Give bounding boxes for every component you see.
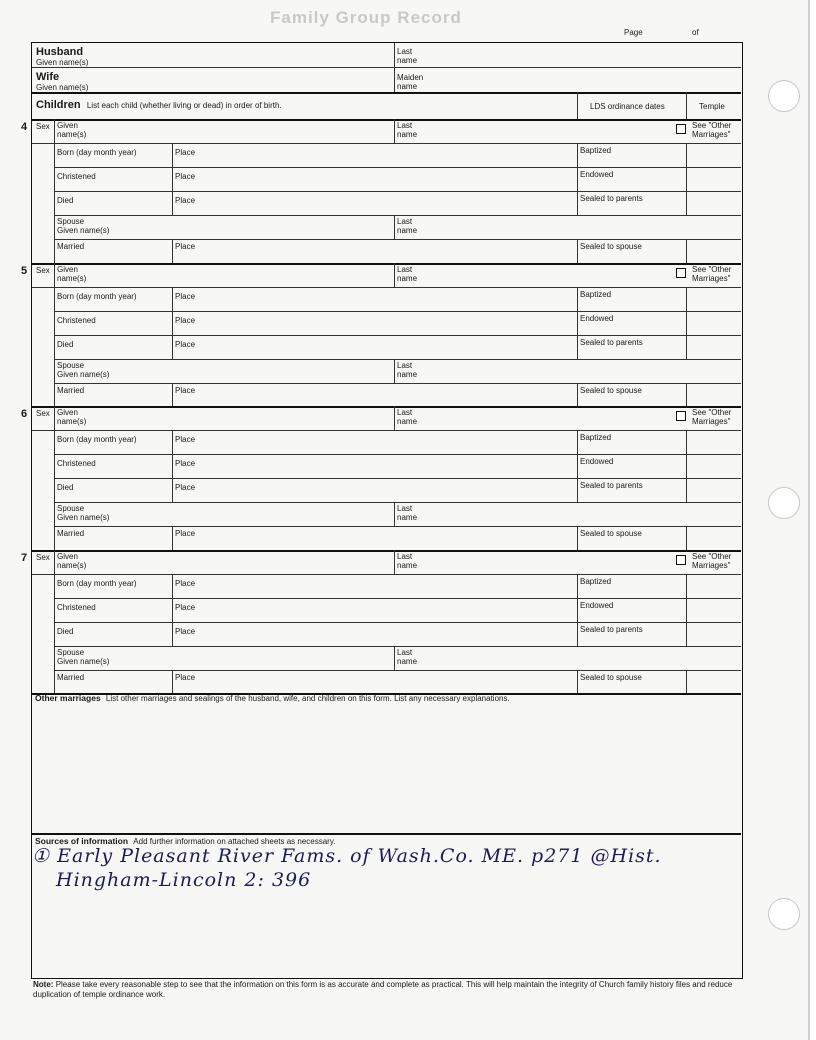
- child-name-label: name: [397, 417, 418, 426]
- child-names-label: name(s): [57, 273, 87, 283]
- born-label: Born (day month year): [57, 435, 137, 444]
- endowed-label: Endowed: [580, 170, 614, 179]
- marriages-label: Marriages": [692, 417, 731, 426]
- place-label: Place: [175, 172, 196, 181]
- married-place-label: Place: [175, 242, 196, 251]
- child-name-label: name: [397, 273, 418, 283]
- endowed-label: Endowed: [580, 457, 614, 466]
- spouse-last-label: Last: [397, 647, 413, 657]
- married-place-label: Place: [175, 385, 196, 395]
- child-number: 6: [21, 408, 28, 420]
- child-given-label: Given: [57, 264, 78, 274]
- child-last-label: Last: [397, 264, 413, 274]
- place-label: Place: [175, 339, 196, 349]
- note-title: Note:: [33, 980, 54, 989]
- sources-title: Sources of information: [35, 836, 129, 846]
- spouse-given-label: Given name(s): [57, 656, 110, 666]
- sex-label: Sex: [36, 265, 50, 275]
- note-text: Please take every reasonable step to see that the information on this form is as accurate and complete as practical. This will help maintain the integrity of Church family history files and reduce duplication of temple ordinance work.: [33, 980, 733, 999]
- baptized-label: Baptized: [580, 146, 612, 155]
- husband-label: Husband: [36, 46, 84, 58]
- spouse-label: Spouse: [57, 360, 85, 370]
- place-label: Place: [175, 315, 196, 325]
- see-other-label: See "Other: [692, 264, 732, 274]
- place-label: Place: [175, 148, 196, 157]
- endowed-label: Endowed: [580, 313, 614, 323]
- see-other-marriages-checkbox[interactable]: [676, 268, 686, 278]
- died-label: Died: [57, 483, 74, 492]
- died-label: Died: [57, 196, 74, 205]
- see-other-label: See "Other: [692, 121, 732, 130]
- children-title: Children: [36, 99, 81, 111]
- binder-hole-top: [768, 80, 800, 112]
- spouse-label: Spouse: [57, 647, 85, 657]
- children-header: [36, 101, 282, 110]
- children-instruction: List each child (whether living or dead) in order of birth.: [86, 101, 282, 110]
- child-names-label: name(s): [57, 130, 87, 139]
- baptized-label: Baptized: [580, 576, 612, 586]
- child-number: 4: [21, 121, 28, 133]
- sex-label: Sex: [36, 409, 50, 418]
- child-name-label: name: [397, 560, 418, 570]
- child-names-label: name(s): [57, 417, 87, 426]
- binder-hole-middle: [768, 487, 800, 519]
- see-other-marriages-checkbox[interactable]: [676, 411, 686, 421]
- died-label: Died: [57, 339, 74, 349]
- spouse-given-label: Given name(s): [57, 226, 110, 235]
- christened-label: Christened: [57, 172, 96, 181]
- christened-label: Christened: [57, 315, 96, 325]
- born-label: Born (day month year): [57, 578, 137, 588]
- place-label: Place: [175, 483, 196, 492]
- spouse-last-label: Last: [397, 504, 413, 513]
- child-last-label: Last: [397, 551, 413, 561]
- married-place-label: Place: [175, 672, 196, 682]
- child-last-label: Last: [397, 408, 413, 417]
- sources-text: Add further information on attached sheets as necessary.: [133, 837, 336, 846]
- child-number: 7: [21, 551, 28, 564]
- spouse-label: Spouse: [57, 504, 85, 513]
- child-given-label: Given: [57, 408, 78, 417]
- sources-handwriting-line1: ① Early Pleasant River Fams. of Wash.Co. ME. p271 @Hist.: [32, 845, 662, 867]
- christened-label: Christened: [57, 602, 96, 612]
- sealed-parents-label: Sealed to parents: [580, 481, 643, 490]
- baptized-label: Baptized: [580, 289, 612, 299]
- sealed-parents-label: Sealed to parents: [580, 624, 643, 634]
- wife-given-label: Given name(s): [36, 83, 89, 92]
- place-label: Place: [175, 602, 196, 612]
- marriages-label: Marriages": [692, 560, 731, 570]
- sealed-parents-label: Sealed to parents: [580, 194, 643, 203]
- spouse-label: Spouse: [57, 217, 85, 226]
- see-other-marriages-checkbox[interactable]: [676, 124, 686, 134]
- place-label: Place: [175, 578, 196, 588]
- sources-handwriting-line2: Hingham-Lincoln 2: 396: [56, 869, 312, 891]
- endowed-label: Endowed: [580, 600, 614, 610]
- bottom-note: [33, 980, 733, 1000]
- see-other-marriages-checkbox[interactable]: [676, 555, 686, 565]
- spouse-last-label: Last: [397, 360, 413, 370]
- other-marriages-text: List other marriages and sealings of the husband, wife, and children on this form. List any necessary explanations.: [105, 694, 510, 703]
- wife-name-label: name: [397, 82, 418, 91]
- born-label: Born (day month year): [57, 148, 137, 157]
- sealed-spouse-label: Sealed to spouse: [580, 529, 642, 538]
- temple-label: Temple: [699, 102, 725, 111]
- child-names-label: name(s): [57, 560, 87, 570]
- place-label: Place: [175, 626, 196, 636]
- child-number: 5: [21, 264, 28, 277]
- married-label: Married: [57, 385, 85, 395]
- child-last-label: Last: [397, 121, 413, 130]
- married-label: Married: [57, 529, 85, 538]
- marriages-label: Marriages": [692, 273, 731, 283]
- sex-label: Sex: [36, 552, 50, 562]
- spouse-name-label: name: [397, 226, 418, 235]
- baptized-label: Baptized: [580, 433, 612, 442]
- see-other-label: See "Other: [692, 408, 732, 417]
- place-label: Place: [175, 196, 196, 205]
- married-label: Married: [57, 672, 85, 682]
- marriages-label: Marriages": [692, 130, 731, 139]
- of-label: of: [692, 28, 699, 37]
- sealed-spouse-label: Sealed to spouse: [580, 385, 642, 395]
- place-label: Place: [175, 435, 196, 444]
- married-label: Married: [57, 242, 85, 251]
- sealed-parents-label: Sealed to parents: [580, 337, 643, 347]
- spouse-name-label: name: [397, 656, 418, 666]
- other-marriages-title: Other marriages: [35, 693, 101, 703]
- child-given-label: Given: [57, 551, 78, 561]
- married-place-label: Place: [175, 529, 196, 538]
- other-marriages-section: [35, 694, 510, 703]
- born-label: Born (day month year): [57, 291, 137, 301]
- family-group-form: [31, 42, 743, 979]
- christened-label: Christened: [57, 459, 96, 468]
- place-label: Place: [175, 459, 196, 468]
- wife-label: Wife: [36, 71, 60, 83]
- spouse-name-label: name: [397, 513, 418, 522]
- child-name-label: name: [397, 130, 418, 139]
- see-other-label: See "Other: [692, 551, 732, 561]
- husband-last-label: Last: [397, 47, 413, 56]
- sealed-spouse-label: Sealed to spouse: [580, 672, 642, 682]
- bleed-through-title: Family Group Record: [270, 8, 462, 27]
- spouse-given-label: Given name(s): [57, 513, 110, 522]
- sex-label: Sex: [36, 122, 50, 131]
- spouse-name-label: name: [397, 369, 418, 379]
- sealed-spouse-label: Sealed to spouse: [580, 242, 642, 251]
- husband-given-label: Given name(s): [36, 58, 89, 67]
- binder-hole-bottom: [768, 898, 800, 930]
- lds-ordinance-dates-label: LDS ordinance dates: [590, 102, 665, 111]
- child-given-label: Given: [57, 121, 78, 130]
- place-label: Place: [175, 291, 196, 301]
- wife-maiden-label: Maiden: [397, 73, 424, 82]
- died-label: Died: [57, 626, 74, 636]
- page-label: Page: [624, 28, 643, 37]
- husband-name-label: name: [397, 56, 418, 65]
- spouse-given-label: Given name(s): [57, 369, 110, 379]
- spouse-last-label: Last: [397, 217, 413, 226]
